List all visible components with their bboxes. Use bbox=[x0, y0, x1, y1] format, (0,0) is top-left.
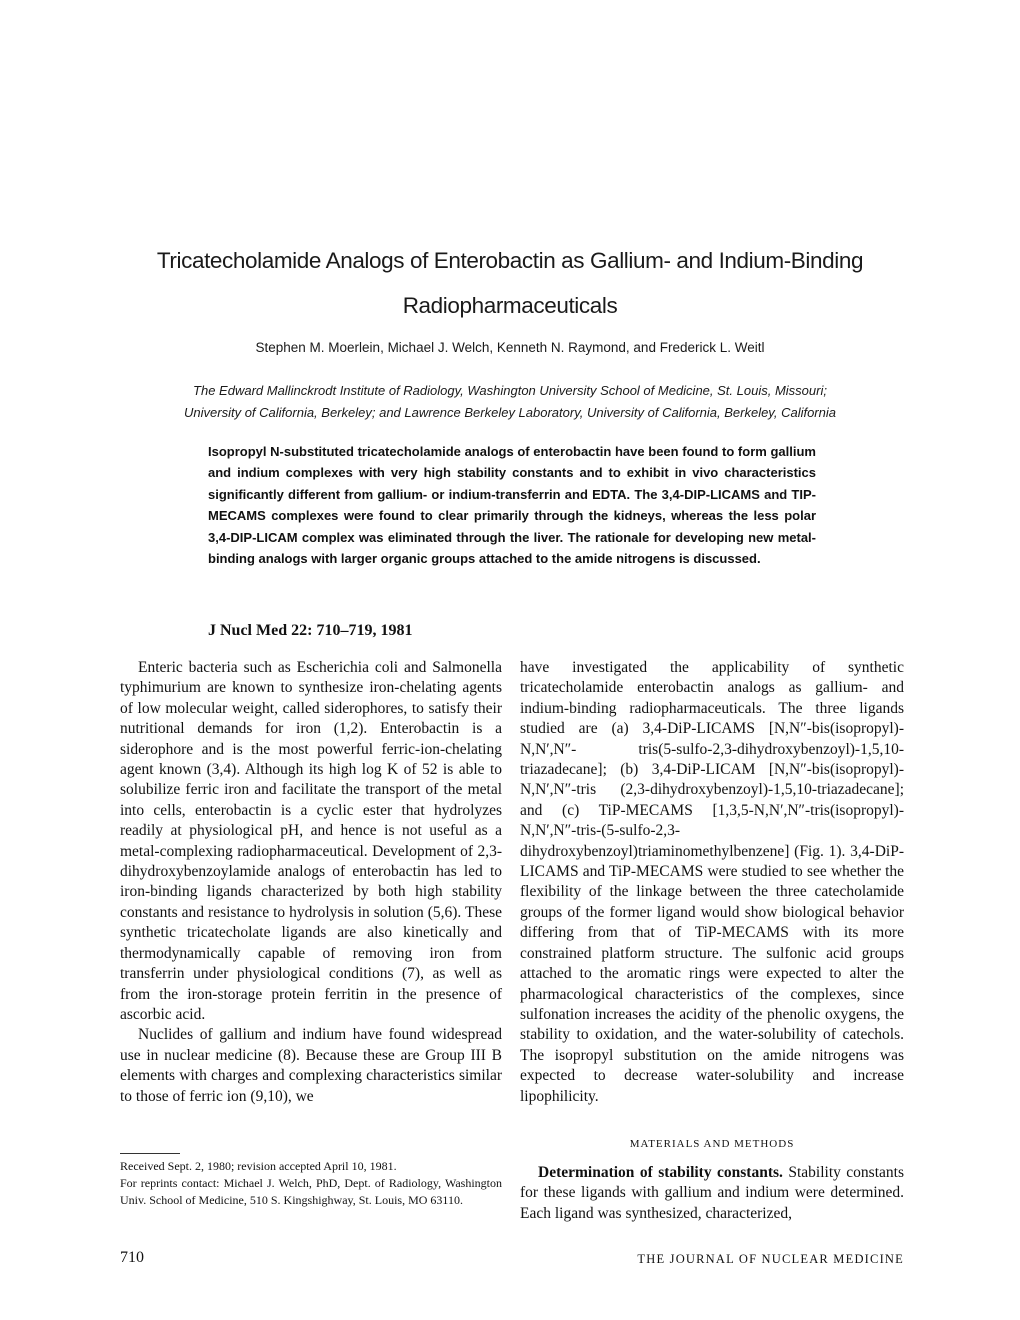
methods-lead: Determination of stability constants. bbox=[538, 1164, 783, 1181]
methods-paragraph bbox=[520, 1163, 904, 1224]
title-line-1: Tricatecholamide Analogs of Enterobactin as Gallium- and Indium-Binding bbox=[156, 248, 864, 273]
page-number: 710 bbox=[120, 1249, 144, 1266]
paragraph-intro: Enteric bacteria such as Escherichia coli and Salmonella typhimurium are known to synthesize iron-chelating agents of low molecular weight, called siderophores, to satisfy their nutritional demands for iron (1,2). Enterobactin is a siderophore and is the most powerful ferric-ion-chelating agent known (3,4). Although its high log K of 52 is able to solubilize ferric iron and facilitate the transport of the metal into cells, enterobactin is a cyclic ester that hydrolyzes readily at physiological pH, and hence is not useful as a metal-complexing radiopharmaceutical. Development of 2,3-dihydroxybenzoylamide analogs of enterobactin has led to iron-binding ligands characterized by both high stability constants and resistance to hydrolysis in solution (5,6). These synthetic tricatecholate ligands are also kinetically and thermodynamically capable of removing iron from transferrin under physiological conditions (7), as well as from the iron-storage protein ferritin in the presence of ascorbic acid. bbox=[120, 659, 502, 1023]
affiliation-line-1: The Edward Mallinckrodt Institute of Radiology, Washington University School of Medicine, St. Louis, Missouri; bbox=[193, 383, 827, 398]
section-heading: MATERIALS AND METHODS bbox=[629, 1138, 795, 1150]
affiliation-line-2: University of California, Berkeley; and Lawrence Berkeley Laboratory, University of California, Berkeley, California bbox=[184, 405, 836, 420]
footnote-received: Received Sept. 2, 1980; revision accepted April 10, 1981. bbox=[120, 1159, 397, 1173]
author-list: Stephen M. Moerlein, Michael J. Welch, Kenneth N. Raymond, and Frederick L. Weitl bbox=[255, 340, 765, 355]
methods-text: Stability constants for these ligands with gallium and indium were determined. Each ligand was synthesized, characterized, bbox=[520, 1164, 904, 1222]
footnote-reprints: For reprints contact: Michael J. Welch, PhD, Dept. of Radiology, Washington Univ. School of Medicine, 510 S. Kingshighway, St. Louis, MO 63110. bbox=[120, 1176, 502, 1207]
body-column-left bbox=[120, 658, 502, 1107]
citation-pages: 710–719, 1981 bbox=[316, 622, 413, 639]
citation-journal: J Nucl Med 22: bbox=[208, 622, 313, 639]
citation bbox=[208, 622, 412, 640]
paragraph-ligands: have investigated the applicability of synthetic tricatecholamide enterobactin analogs as gallium- and indium-binding radiopharmaceuticals. The three ligands studied are (a) 3,4-DiP-LICAMS [N,N″-bis(isopropyl)-N,N′,N″- tris(5-sulfo-2,3-dihydroxybenzoyl)-1,5,10-triazadecane]; (b) 3,4-DiP-LICAM [N,N″-bis(isopropyl)-N,N′,N″-tris (2,3-dihydroxybenzoyl)-1,5,10-triazadecane]; and (c) TiP-MECAMS [1,3,5-N,N′,N″-tris(isopropyl)-N,N′,N″-tris-(5-sulfo-2,3-dihydroxybenzoyl)triaminomethylbenzene] (Fig. 1). 3,4-DiP-LICAMS and TiP-MECAMS were studied to see whether the flexibility of the linkage between the three catecholamide groups of the former ligand would show biological behavior differing from that of TiP-MECAMS with its more constrained platform structure. The sulfonic acid groups attached to the aromatic rings were expected to alter the pharmacological characteristics of the complexes, since sulfonation increases the acidity of the phenolic oxygens, the stability to oxidation, and the water-solubility of catechols. The isopropyl substitution on the amide nitrogens was expected to decrease water-solubility and increase lipophilicity. bbox=[520, 659, 904, 1105]
footnotes bbox=[120, 1158, 502, 1209]
title-line-2: Radiopharmaceuticals bbox=[402, 293, 618, 318]
footnote-divider bbox=[120, 1153, 180, 1154]
article-title bbox=[100, 238, 920, 328]
affiliations bbox=[60, 380, 960, 424]
running-footer-journal: THE JOURNAL OF NUCLEAR MEDICINE bbox=[637, 1252, 904, 1266]
paragraph-nuclides: Nuclides of gallium and indium have found widespread use in nuclear medicine (8). Because these are Group III B elements with charges and complexing characteristics similar to those of ferric ion (9,10), we bbox=[120, 1026, 502, 1105]
body-column-right bbox=[520, 658, 904, 1107]
abstract: Isopropyl N-substituted tricatecholamide analogs of enterobactin have been found to form gallium and indium complexes with very high stability constants and to exhibit in vivo characteristics significantly different from gallium- or indium-transferrin and EDTA. The 3,4-DIP-LICAMS and TIP-MECAMS complexes were found to clear primarily through the kidneys, whereas the less polar 3,4-DIP-LICAM complex was eliminated through the liver. The rationale for developing new metal-binding analogs with larger organic groups attached to the amide nitrogens is discussed. bbox=[208, 444, 816, 567]
